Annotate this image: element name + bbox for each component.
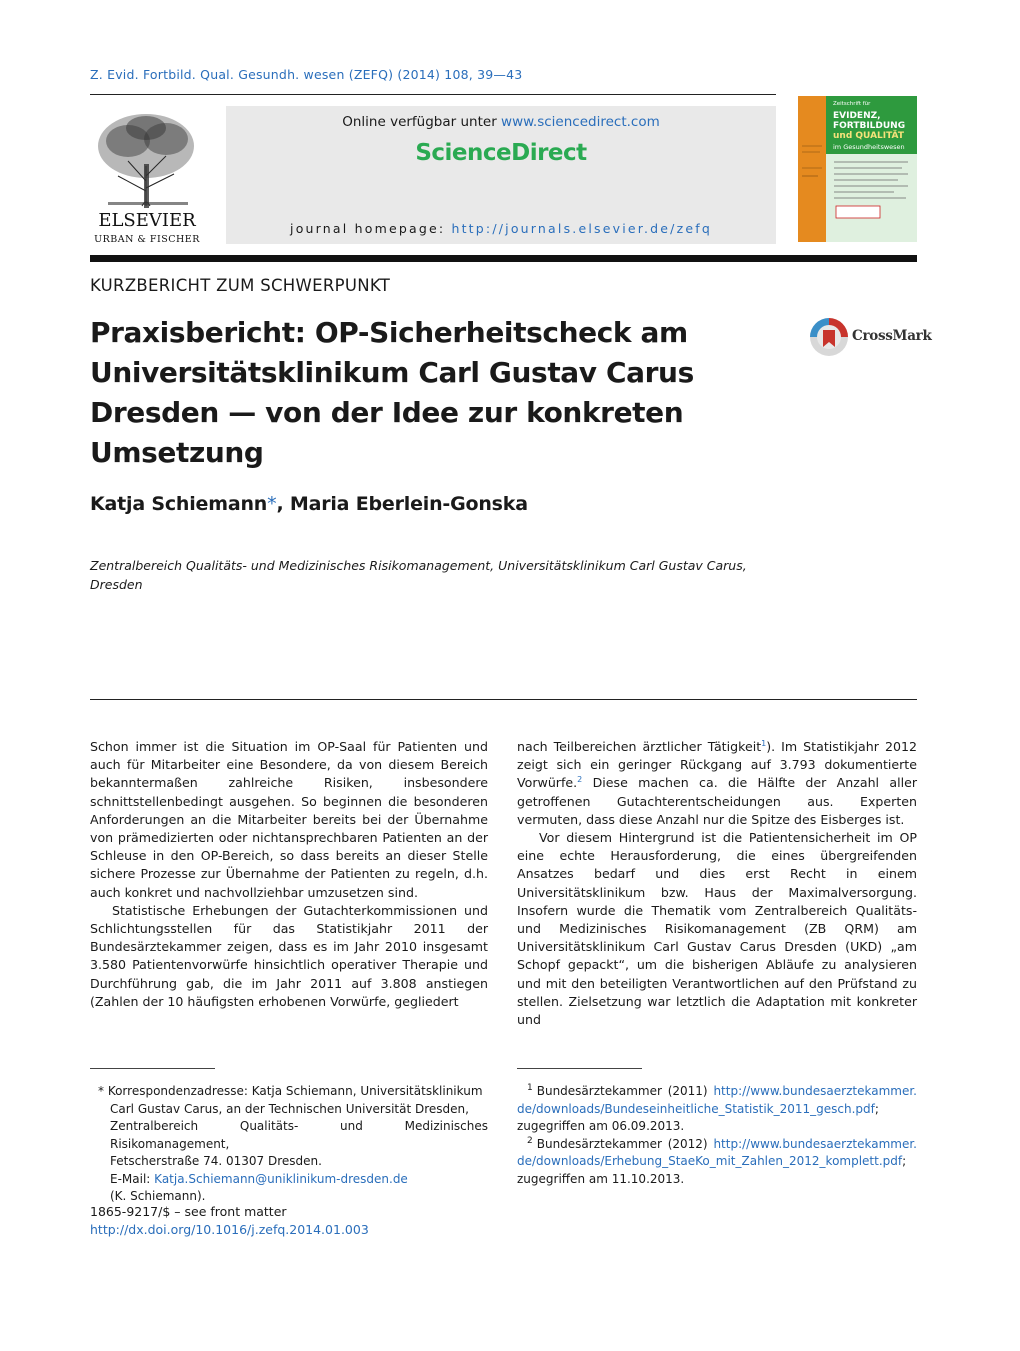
crossmark-icon bbox=[808, 316, 852, 358]
correspondence-footnote: * Korrespondenzadresse: Katja Schiemann, Universitätsklinikum Carl Gustav Carus, an der Technischen Universität Dresden, Zentralbereich Qualitäts- und Medizinisches Risikomanagement, Fetscherstraße 74. 01307 Dresden. E-Mail: Katja.Schiemann@uniklinikum-dresden.de (K. Schiemann). bbox=[98, 1084, 488, 1203]
svg-text:und QUALITÄT: und QUALITÄT bbox=[833, 131, 904, 141]
sciencedirect-logo: ScienceDirect bbox=[415, 140, 587, 166]
elsevier-tree-icon bbox=[88, 106, 206, 246]
footnote-rule bbox=[90, 1068, 215, 1069]
journal-cover bbox=[798, 96, 917, 242]
paragraph: Schon immer ist die Situation im OP-Saal für Patienten und auch für Mitarbeiter eine Besondere, da von diesem Bereich bekanntermaßen zahlreiche Risiken, insbesondere schnittstellenbedingt ausgehen. So beginnen die besonderen Anforderungen an die Mitarbeiter bereits bei der Übernahme von prämedizierten oder nichtansprechbaren Patienten an der Schleuse in den OP-Bereich, so dass bereits an dieser Stelle sichere Prozesse zur Übernahme der Patienten zu regeln, d.h. auch konkret und nachvollziehbar umzusetzen sind. bbox=[90, 739, 488, 900]
homepage-prefix: journal homepage: bbox=[290, 221, 452, 236]
elsevier-name: ELSEVIER bbox=[98, 210, 196, 231]
online-prefix: Online verfügbar unter bbox=[342, 114, 502, 130]
affiliation: Zentralbereich Qualitäts- und Medizinisches Risikomanagement, Universitätsklinikum Carl Gustav Carus, Dresden bbox=[90, 558, 747, 592]
footnote-ref-1[interactable]: 1 bbox=[761, 738, 767, 748]
section-label: KURZBERICHT ZUM SCHWERPUNKT bbox=[90, 276, 391, 295]
paragraph: nach Teilbereichen ärztlicher Tätigkeit$^1$). Im Statistikjahr 2012 zeigt sich ein geringer Rückgang auf 3.793 dokumentierte Vorwürfe.$^2$ Diese machen ca. die Hälfte der Anzahl aller getroffenen Gutachterentscheidungen aus. Experten vermuten, dass diese Anzahl nur die Spitze des Eisberges ist. bbox=[517, 738, 917, 827]
paragraph: Vor diesem Hintergrund ist die Patientensicherheit im OP eine echte Herausforderung, die eines übergreifenden Ansatzes bedarf und dies erst Recht in einem Universitätsklinikum bzw. Haus der Maximalversorgung. Insofern wurde die Thematik vom Zentralbereich Qualitäts- und Medizinisches Risikomanagement (ZB QRM) am Universitätsklinikum Carl Gustav Carus Dresden (UKD) „am Schopf gepackt“, um die bisherigen Abläufe zu analysieren und mit den beteiligten Verantwortlichen auf den Prüfstand zu stellen. Zielsetzung war letztlich die Adaptation mit konkreter und bbox=[517, 830, 917, 1028]
body-column-right bbox=[517, 738, 917, 1029]
footnote-1-link[interactable]: http://www.bundesaerztekammer.de/downloads/Bundeseinheitliche_Statistik_2011_gesch.pdf bbox=[517, 1084, 917, 1116]
email-link[interactable]: Katja.Schiemann@uniklinikum-dresden.de bbox=[154, 1171, 408, 1186]
paragraph: Statistische Erhebungen der Gutachterkommissionen und Schlichtungsstellen für das Statistikjahr 2011 der Bundesärztekammer zeigen, dass es im Jahr 2010 insgesamt 3.580 Patientenvorwürfe hinsichtlich operativer Therapie und Durchführung gab, die im Jahr 2011 auf 3.808 anstiegen (Zahlen der 10 häufigsten erhobenen Vorwürfe, gegliedert bbox=[90, 902, 488, 1009]
crossmark-label[interactable]: CrossMark bbox=[852, 328, 932, 344]
elsevier-logo bbox=[88, 106, 206, 246]
issn-line: 1865-9217/$ – see front matter bbox=[90, 1204, 287, 1219]
author-2[interactable]: Maria Eberlein-Gonska bbox=[289, 493, 528, 515]
footnotes-right bbox=[517, 1083, 917, 1188]
footnote-2: $^2$ Bundesärztekammer (2012) http://www.bundesaerztekammer.de/downloads/Erhebung_StaeKo_mit_Zahlen_2012_komplett.pdf; zugegriffen am 11.10.2013. bbox=[517, 1135, 917, 1186]
front-matter bbox=[90, 1203, 369, 1238]
top-divider bbox=[90, 94, 776, 95]
author-separator: , bbox=[276, 493, 290, 515]
header-thick-rule bbox=[90, 255, 917, 262]
footnote-1: $^1$ Bundesärztekammer (2011) http://www.bundesaerztekammer.de/downloads/Bundeseinheitliche_Statistik_2011_gesch.pdf; zugegriffen am 06.09.2013. bbox=[517, 1083, 917, 1133]
footnote-ref-2[interactable]: 2 bbox=[577, 775, 583, 785]
svg-text:EVIDENZ,: EVIDENZ, bbox=[833, 111, 881, 121]
author-1[interactable]: Katja Schiemann bbox=[90, 493, 268, 515]
sciencedirect-link[interactable]: www.sciencedirect.com bbox=[501, 114, 660, 130]
svg-text:im Gesundheitswesen: im Gesundheitswesen bbox=[833, 143, 905, 151]
article-title: Praxisbericht: OP-Sicherheitscheck am Universitätsklinikum Carl Gustav Carus Dresden — von der Idee zur konkreten Umsetzung bbox=[90, 316, 694, 469]
footnote-2-link[interactable]: http://www.bundesaerztekammer.de/downloads/Erhebung_StaeKo_mit_Zahlen_2012_komplett.pdf bbox=[517, 1136, 917, 1168]
journal-homepage bbox=[226, 221, 776, 236]
body-column-left bbox=[90, 738, 488, 1011]
online-availability bbox=[226, 114, 776, 130]
journal-reference[interactable]: Z. Evid. Fortbild. Qual. Gesundh. wesen (ZEFQ) (2014) 108, 39—43 bbox=[90, 67, 523, 82]
svg-text:FORTBILDUNG: FORTBILDUNG bbox=[833, 121, 906, 131]
doi-link[interactable]: http://dx.doi.org/10.1016/j.zefq.2014.01.003 bbox=[90, 1221, 369, 1237]
authors bbox=[90, 493, 528, 515]
svg-text:Zeitschrift für: Zeitschrift für bbox=[833, 101, 871, 107]
homepage-link[interactable]: http://journals.elsevier.de/zefq bbox=[451, 221, 712, 236]
footnote-rule bbox=[517, 1068, 642, 1069]
elsevier-sub: URBAN & FISCHER bbox=[94, 234, 200, 245]
author-star[interactable]: * bbox=[267, 493, 277, 515]
abstract-divider bbox=[90, 699, 917, 700]
